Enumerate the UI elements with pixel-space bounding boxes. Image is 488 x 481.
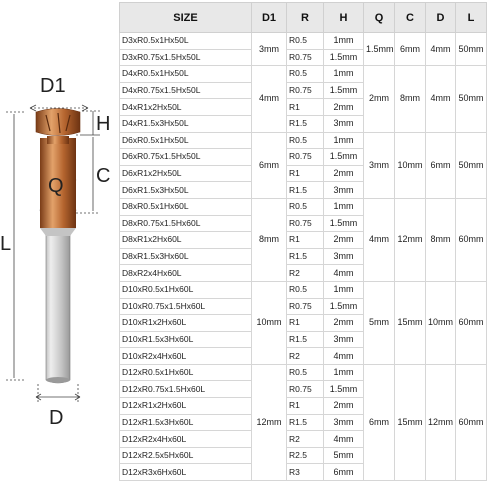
l-cell: 50mm: [456, 132, 487, 198]
r-cell: R0.5: [287, 364, 324, 381]
size-cell: D8xR1.5x3Hx60L: [120, 248, 252, 265]
h-cell: 2mm: [324, 232, 364, 249]
h-cell: 1mm: [324, 66, 364, 83]
h-cell: 1.5mm: [324, 298, 364, 315]
label-d1: D1: [40, 75, 66, 97]
size-cell: D12xR0.75x1.5Hx60L: [120, 381, 252, 398]
size-cell: D4xR0.5x1Hx50L: [120, 66, 252, 83]
size-cell: D10xR2x4Hx60L: [120, 348, 252, 365]
label-q: Q: [48, 175, 64, 197]
r-cell: R0.5: [287, 132, 324, 149]
l-cell: 60mm: [456, 281, 487, 364]
size-cell: D12xR0.5x1Hx60L: [120, 364, 252, 381]
r-cell: R1.5: [287, 115, 324, 132]
r-cell: R0.5: [287, 66, 324, 83]
r-cell: R2.5: [287, 447, 324, 464]
size-cell: D12xR2x4Hx60L: [120, 431, 252, 448]
spec-table: [119, 2, 487, 481]
l-cell: 60mm: [456, 198, 487, 281]
h-cell: 1.5mm: [324, 381, 364, 398]
r-cell: R1: [287, 315, 324, 332]
label-h: H: [96, 113, 111, 135]
r-cell: R0.5: [287, 198, 324, 215]
h-cell: 1mm: [324, 132, 364, 149]
size-cell: D6xR0.75x1.5Hx50L: [120, 149, 252, 166]
header-d1: D1: [252, 3, 287, 33]
r-cell: R2: [287, 431, 324, 448]
size-cell: D10xR0.75x1.5Hx60L: [120, 298, 252, 315]
r-cell: R3: [287, 464, 324, 481]
size-cell: D8xR2x4Hx60L: [120, 265, 252, 282]
r-cell: R0.75: [287, 149, 324, 166]
h-cell: 4mm: [324, 431, 364, 448]
table-row: [120, 132, 487, 149]
r-cell: R0.5: [287, 281, 324, 298]
d-cell: 12mm: [426, 364, 456, 480]
r-cell: R0.75: [287, 82, 324, 99]
label-d: D: [49, 407, 64, 429]
c-cell: 8mm: [395, 66, 426, 132]
d1-cell: 10mm: [252, 281, 287, 364]
size-cell: D4xR0.75x1.5Hx50L: [120, 82, 252, 99]
table-row: [120, 281, 487, 298]
label-l: L: [0, 233, 12, 255]
h-cell: 5mm: [324, 447, 364, 464]
table-row: [120, 198, 487, 215]
c-cell: 10mm: [395, 132, 426, 198]
l-cell: 60mm: [456, 364, 487, 480]
size-cell: D12xR1.5x3Hx60L: [120, 414, 252, 431]
h-cell: 1.5mm: [324, 82, 364, 99]
d1-cell: 6mm: [252, 132, 287, 198]
d1-cell: 12mm: [252, 364, 287, 480]
h-cell: 4mm: [324, 265, 364, 282]
h-cell: 3mm: [324, 182, 364, 199]
h-cell: 3mm: [324, 248, 364, 265]
c-cell: 15mm: [395, 281, 426, 364]
size-cell: D4xR1.5x3Hx50L: [120, 115, 252, 132]
h-cell: 2mm: [324, 165, 364, 182]
size-cell: D10xR0.5x1Hx60L: [120, 281, 252, 298]
r-cell: R1: [287, 165, 324, 182]
r-cell: R2: [287, 265, 324, 282]
h-cell: 1.5mm: [324, 215, 364, 232]
q-cell: 4mm: [364, 198, 395, 281]
h-cell: 3mm: [324, 331, 364, 348]
r-cell: R1.5: [287, 248, 324, 265]
header-q: Q: [364, 3, 395, 33]
size-cell: D8xR1x2Hx60L: [120, 232, 252, 249]
tool-diagram: [0, 0, 118, 477]
table-row: [120, 364, 487, 381]
h-cell: 3mm: [324, 414, 364, 431]
size-cell: D8xR0.5x1Hx60L: [120, 198, 252, 215]
l-cell: 50mm: [456, 66, 487, 132]
r-cell: R1.5: [287, 331, 324, 348]
q-cell: 5mm: [364, 281, 395, 364]
h-cell: 6mm: [324, 464, 364, 481]
h-cell: 2mm: [324, 315, 364, 332]
h-cell: 1.5mm: [324, 49, 364, 66]
size-cell: D12xR2.5x5Hx60L: [120, 447, 252, 464]
header-size: SIZE: [120, 3, 252, 33]
d-cell: 6mm: [426, 132, 456, 198]
r-cell: R1.5: [287, 414, 324, 431]
size-cell: D3xR0.75x1.5Hx50L: [120, 49, 252, 66]
r-cell: R0.75: [287, 298, 324, 315]
end-mill-illustration: [36, 109, 80, 384]
h-cell: 2mm: [324, 99, 364, 116]
d-cell: 4mm: [426, 33, 456, 66]
header-d: D: [426, 3, 456, 33]
size-cell: D12xR1x2Hx60L: [120, 398, 252, 415]
table-row: [120, 66, 487, 83]
d-cell: 8mm: [426, 198, 456, 281]
r-cell: R1: [287, 99, 324, 116]
size-cell: D12xR3x6Hx60L: [120, 464, 252, 481]
h-cell: 4mm: [324, 348, 364, 365]
d1-cell: 3mm: [252, 33, 287, 66]
d-cell: 4mm: [426, 66, 456, 132]
size-cell: D8xR0.75x1.5Hx60L: [120, 215, 252, 232]
header-r: R: [287, 3, 324, 33]
r-cell: R1: [287, 398, 324, 415]
q-cell: 1.5mm: [364, 33, 395, 66]
size-cell: D10xR1x2Hx60L: [120, 315, 252, 332]
h-cell: 1mm: [324, 364, 364, 381]
h-cell: 1mm: [324, 198, 364, 215]
q-cell: 6mm: [364, 364, 395, 480]
q-cell: 3mm: [364, 132, 395, 198]
header-row: [120, 3, 487, 33]
c-cell: 6mm: [395, 33, 426, 66]
d1-cell: 4mm: [252, 66, 287, 132]
d1-cell: 8mm: [252, 198, 287, 281]
size-cell: D6xR1.5x3Hx50L: [120, 182, 252, 199]
label-c: C: [96, 165, 111, 187]
header-l: L: [456, 3, 487, 33]
h-cell: 1.5mm: [324, 149, 364, 166]
h-cell: 2mm: [324, 398, 364, 415]
r-cell: R1: [287, 232, 324, 249]
c-cell: 15mm: [395, 364, 426, 480]
h-cell: 1mm: [324, 281, 364, 298]
size-cell: D4xR1x2Hx50L: [120, 99, 252, 116]
h-cell: 1mm: [324, 33, 364, 50]
header-c: C: [395, 3, 426, 33]
size-cell: D6xR1x2Hx50L: [120, 165, 252, 182]
r-cell: R1.5: [287, 182, 324, 199]
c-cell: 12mm: [395, 198, 426, 281]
size-cell: D3xR0.5x1Hx50L: [120, 33, 252, 50]
r-cell: R0.75: [287, 381, 324, 398]
r-cell: R0.75: [287, 215, 324, 232]
size-cell: D10xR1.5x3Hx60L: [120, 331, 252, 348]
q-cell: 2mm: [364, 66, 395, 132]
header-h: H: [324, 3, 364, 33]
r-cell: R0.75: [287, 49, 324, 66]
r-cell: R2: [287, 348, 324, 365]
r-cell: R0.5: [287, 33, 324, 50]
h-cell: 3mm: [324, 115, 364, 132]
table-row: [120, 33, 487, 50]
d-cell: 10mm: [426, 281, 456, 364]
size-cell: D6xR0.5x1Hx50L: [120, 132, 252, 149]
l-cell: 50mm: [456, 33, 487, 66]
